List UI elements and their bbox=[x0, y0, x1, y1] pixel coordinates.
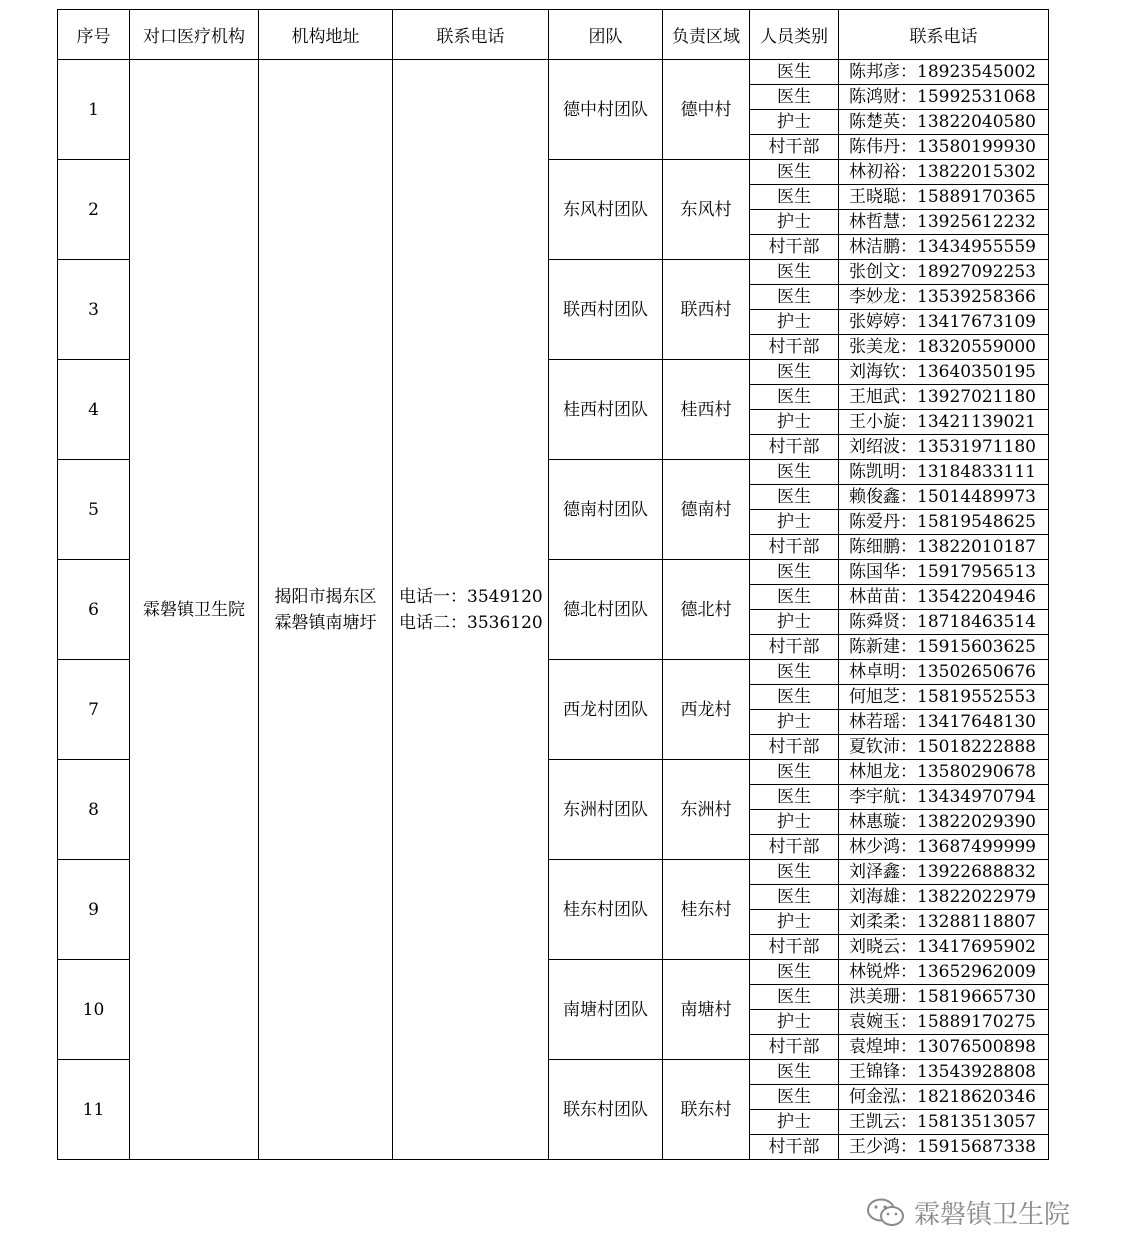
row-number: 5 bbox=[58, 460, 130, 560]
contact-cell: 陈爱丹：15819548625 bbox=[839, 510, 1049, 535]
area-cell: 桂东村 bbox=[663, 860, 750, 960]
contact-cell: 林少鸿：13687499999 bbox=[839, 835, 1049, 860]
role-cell: 医生 bbox=[750, 985, 839, 1010]
contact-cell: 林卓明：13502650676 bbox=[839, 660, 1049, 685]
table-body bbox=[58, 60, 1049, 1160]
institution-phone-line: 电话一：3549120 bbox=[399, 586, 543, 607]
area-cell: 联西村 bbox=[663, 260, 750, 360]
role-cell: 医生 bbox=[750, 1085, 839, 1110]
address-line: 揭阳市揭东区 bbox=[274, 586, 377, 607]
role-cell: 医生 bbox=[750, 260, 839, 285]
contact-cell: 林哲慧：13925612232 bbox=[839, 210, 1049, 235]
role-cell: 医生 bbox=[750, 185, 839, 210]
contact-cell: 王旭武：13927021180 bbox=[839, 385, 1049, 410]
contact-cell: 林惠璇：13822029390 bbox=[839, 810, 1049, 835]
contact-cell: 陈楚英：13822040580 bbox=[839, 110, 1049, 135]
role-cell: 护士 bbox=[750, 1010, 839, 1035]
team-cell: 德中村团队 bbox=[549, 60, 663, 160]
header-area: 负责区域 bbox=[663, 10, 750, 60]
area-cell: 德北村 bbox=[663, 560, 750, 660]
institution-phone-cell bbox=[393, 60, 549, 1160]
team-cell: 德南村团队 bbox=[549, 460, 663, 560]
role-cell: 护士 bbox=[750, 210, 839, 235]
area-cell: 德南村 bbox=[663, 460, 750, 560]
team-cell: 东洲村团队 bbox=[549, 760, 663, 860]
area-cell: 德中村 bbox=[663, 60, 750, 160]
role-cell: 村干部 bbox=[750, 135, 839, 160]
contact-cell: 王晓聪：15889170365 bbox=[839, 185, 1049, 210]
team-cell: 德北村团队 bbox=[549, 560, 663, 660]
contact-cell: 王少鸿：15915687338 bbox=[839, 1135, 1049, 1160]
row-number: 7 bbox=[58, 660, 130, 760]
contact-cell: 赖俊鑫：15014489973 bbox=[839, 485, 1049, 510]
role-cell: 医生 bbox=[750, 585, 839, 610]
contact-cell: 张创文：18927092253 bbox=[839, 260, 1049, 285]
role-cell: 医生 bbox=[750, 785, 839, 810]
header-no: 序号 bbox=[58, 10, 130, 60]
address-line: 霖磐镇南塘圩 bbox=[274, 612, 377, 633]
contact-cell: 王凯云：15813513057 bbox=[839, 1110, 1049, 1135]
contact-cell: 张美龙：18320559000 bbox=[839, 335, 1049, 360]
contact-table bbox=[57, 9, 1049, 1160]
contact-cell: 陈伟丹：13580199930 bbox=[839, 135, 1049, 160]
role-cell: 护士 bbox=[750, 410, 839, 435]
institution-phone-line: 电话二：3536120 bbox=[399, 612, 543, 633]
contact-cell: 刘海雄：13822022979 bbox=[839, 885, 1049, 910]
row-number: 1 bbox=[58, 60, 130, 160]
contact-cell: 林初裕：13822015302 bbox=[839, 160, 1049, 185]
contact-cell: 林旭龙：13580290678 bbox=[839, 760, 1049, 785]
role-cell: 医生 bbox=[750, 460, 839, 485]
contact-cell: 李宇航：13434970794 bbox=[839, 785, 1049, 810]
header-role: 人员类别 bbox=[750, 10, 839, 60]
contact-cell: 陈凯明：13184833111 bbox=[839, 460, 1049, 485]
contact-cell: 何旭芝：15819552553 bbox=[839, 685, 1049, 710]
role-cell: 村干部 bbox=[750, 835, 839, 860]
role-cell: 村干部 bbox=[750, 935, 839, 960]
row-number: 3 bbox=[58, 260, 130, 360]
contact-cell: 袁婉玉：15889170275 bbox=[839, 1010, 1049, 1035]
wechat-icon bbox=[866, 1197, 906, 1229]
team-cell: 桂西村团队 bbox=[549, 360, 663, 460]
role-cell: 护士 bbox=[750, 1110, 839, 1135]
role-cell: 医生 bbox=[750, 660, 839, 685]
contact-cell: 刘晓云：13417695902 bbox=[839, 935, 1049, 960]
role-cell: 村干部 bbox=[750, 1135, 839, 1160]
role-cell: 医生 bbox=[750, 485, 839, 510]
header-team: 团队 bbox=[549, 10, 663, 60]
area-cell: 东风村 bbox=[663, 160, 750, 260]
role-cell: 医生 bbox=[750, 960, 839, 985]
contact-cell: 林洁鹏：13434955559 bbox=[839, 235, 1049, 260]
area-cell: 南塘村 bbox=[663, 960, 750, 1060]
role-cell: 村干部 bbox=[750, 635, 839, 660]
contact-cell: 李妙龙：13539258366 bbox=[839, 285, 1049, 310]
role-cell: 村干部 bbox=[750, 335, 839, 360]
role-cell: 村干部 bbox=[750, 435, 839, 460]
area-cell: 联东村 bbox=[663, 1060, 750, 1160]
contact-cell: 刘柔柔：13288118807 bbox=[839, 910, 1049, 935]
contact-cell: 林若瑶：13417648130 bbox=[839, 710, 1049, 735]
role-cell: 护士 bbox=[750, 310, 839, 335]
row-number: 9 bbox=[58, 860, 130, 960]
team-cell: 桂东村团队 bbox=[549, 860, 663, 960]
row-number: 4 bbox=[58, 360, 130, 460]
role-cell: 医生 bbox=[750, 385, 839, 410]
contact-cell: 刘海钦：13640350195 bbox=[839, 360, 1049, 385]
area-cell: 东洲村 bbox=[663, 760, 750, 860]
role-cell: 村干部 bbox=[750, 535, 839, 560]
row-number: 11 bbox=[58, 1060, 130, 1160]
role-cell: 护士 bbox=[750, 910, 839, 935]
contact-cell: 林锐烨：13652962009 bbox=[839, 960, 1049, 985]
role-cell: 医生 bbox=[750, 685, 839, 710]
watermark-text: 霖磐镇卫生院 bbox=[914, 1200, 1071, 1230]
row-number: 2 bbox=[58, 160, 130, 260]
role-cell: 护士 bbox=[750, 610, 839, 635]
role-cell: 村干部 bbox=[750, 1035, 839, 1060]
team-cell: 南塘村团队 bbox=[549, 960, 663, 1060]
contact-cell: 陈新建：15915603625 bbox=[839, 635, 1049, 660]
team-cell: 联东村团队 bbox=[549, 1060, 663, 1160]
role-cell: 医生 bbox=[750, 160, 839, 185]
contact-cell: 张婷婷：13417673109 bbox=[839, 310, 1049, 335]
contact-cell: 洪美珊：15819665730 bbox=[839, 985, 1049, 1010]
table-row bbox=[58, 60, 1049, 85]
contact-cell: 刘绍波：13531971180 bbox=[839, 435, 1049, 460]
role-cell: 医生 bbox=[750, 860, 839, 885]
contact-cell: 陈细鹏：13822010187 bbox=[839, 535, 1049, 560]
contact-cell: 陈邦彦：18923545002 bbox=[839, 60, 1049, 85]
contact-cell: 夏钦沛：15018222888 bbox=[839, 735, 1049, 760]
contact-cell: 刘泽鑫：13922688832 bbox=[839, 860, 1049, 885]
header-row bbox=[58, 10, 1049, 60]
role-cell: 医生 bbox=[750, 885, 839, 910]
role-cell: 医生 bbox=[750, 560, 839, 585]
contact-cell: 王小旋：13421139021 bbox=[839, 410, 1049, 435]
header-institution: 对口医疗机构 bbox=[130, 10, 259, 60]
role-cell: 护士 bbox=[750, 510, 839, 535]
contact-cell: 林苗苗：13542204946 bbox=[839, 585, 1049, 610]
contact-cell: 袁煌坤：13076500898 bbox=[839, 1035, 1049, 1060]
role-cell: 医生 bbox=[750, 60, 839, 85]
role-cell: 医生 bbox=[750, 760, 839, 785]
area-cell: 桂西村 bbox=[663, 360, 750, 460]
contact-cell: 陈鸿财：15992531068 bbox=[839, 85, 1049, 110]
role-cell: 医生 bbox=[750, 85, 839, 110]
role-cell: 护士 bbox=[750, 710, 839, 735]
address-cell bbox=[259, 60, 393, 1160]
contact-cell: 王锦锋：13543928808 bbox=[839, 1060, 1049, 1085]
watermark bbox=[866, 1194, 1070, 1231]
contact-cell: 陈舜贤：18718463514 bbox=[839, 610, 1049, 635]
role-cell: 医生 bbox=[750, 285, 839, 310]
contact-cell: 陈国华：15917956513 bbox=[839, 560, 1049, 585]
role-cell: 医生 bbox=[750, 1060, 839, 1085]
header-phone: 联系电话 bbox=[393, 10, 549, 60]
role-cell: 医生 bbox=[750, 360, 839, 385]
area-cell: 西龙村 bbox=[663, 660, 750, 760]
team-cell: 联西村团队 bbox=[549, 260, 663, 360]
header-address: 机构地址 bbox=[259, 10, 393, 60]
institution-cell: 霖磐镇卫生院 bbox=[130, 60, 259, 1160]
role-cell: 村干部 bbox=[750, 735, 839, 760]
role-cell: 护士 bbox=[750, 810, 839, 835]
header-contact: 联系电话 bbox=[839, 10, 1049, 60]
row-number: 8 bbox=[58, 760, 130, 860]
team-cell: 西龙村团队 bbox=[549, 660, 663, 760]
role-cell: 村干部 bbox=[750, 235, 839, 260]
row-number: 6 bbox=[58, 560, 130, 660]
team-cell: 东风村团队 bbox=[549, 160, 663, 260]
role-cell: 护士 bbox=[750, 110, 839, 135]
row-number: 10 bbox=[58, 960, 130, 1060]
contact-cell: 何金泓：18218620346 bbox=[839, 1085, 1049, 1110]
